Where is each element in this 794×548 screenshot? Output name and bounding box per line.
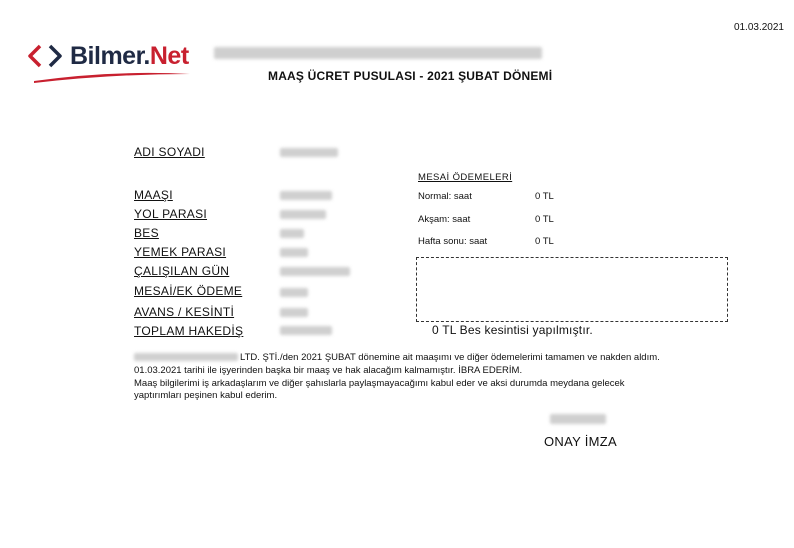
logo-text-accent: Net [149, 42, 189, 70]
total-earnings-label: TOPLAM HAKEDİŞ [134, 324, 244, 338]
bilmer-logo [28, 40, 198, 84]
meal-allowance-value-redacted [280, 248, 308, 257]
worked-days-value-redacted [280, 267, 350, 276]
overtime-evening-amount: 0 TL [535, 214, 554, 225]
bes-label: BES [134, 226, 159, 240]
worked-days-label: ÇALIŞILAN GÜN [134, 264, 230, 278]
travel-allowance-value-redacted [280, 210, 326, 219]
salary-label: MAAŞI [134, 188, 173, 202]
bes-deduction-note: 0 TL Bes kesintisi yapılmıştır. [432, 323, 593, 337]
overtime-evening-label: Akşam: saat [418, 214, 471, 225]
overtime-heading: MESAİ ÖDEMELERİ [418, 172, 513, 183]
bes-value-redacted [280, 229, 304, 238]
document-date: 01.03.2021 [733, 22, 784, 33]
total-earnings-value-redacted [280, 326, 332, 335]
statement-line-2: 01.03.2021 tarihi ile işyerinden başka bir maaş ve hak alacağım kalmamıştır. İBRA EDERİM. [134, 364, 523, 376]
signer-name-redacted [550, 414, 606, 424]
statement-line-1-text: LTD. ŞTİ./den 2021 ŞUBAT dönemine ait maaşımı ve diğer ödemelerimi tamamen ve nakden aldım. [240, 352, 660, 363]
overtime-normal-amount: 0 TL [535, 191, 554, 202]
logo-chevron-icon [28, 44, 68, 70]
logo-wordmark [70, 42, 189, 71]
statement-line-3: Maaş bilgilerimi iş arkadaşlarım ve diğer şahıslarla paylaşmayacağımı kabul eder ve aksi durumda meydana gelecek [134, 377, 625, 389]
approval-signature-label: ONAY İMZA [544, 434, 618, 449]
advance-deduction-label: AVANS / KESİNTİ [134, 305, 235, 319]
overtime-weekend-label: Hafta sonu: saat [418, 236, 488, 247]
overtime-extra-value-redacted [280, 288, 308, 297]
statement-line-4: yaptırımları peşinen kabul ederim. [134, 390, 278, 402]
overtime-normal-label: Normal: saat [418, 191, 472, 202]
logo-text-main: Bilmer. [70, 42, 150, 70]
name-value-redacted [280, 148, 338, 157]
overtime-weekend-amount: 0 TL [535, 236, 554, 247]
logo-swoosh-icon [32, 68, 192, 84]
release-statement [134, 352, 754, 403]
company-name-inline-redacted [134, 353, 238, 361]
statement-line-1 [134, 352, 754, 365]
travel-allowance-label: YOL PARASI [134, 207, 208, 221]
advance-deduction-value-redacted [280, 308, 308, 317]
payslip-title: MAAŞ ÜCRET PUSULASI - 2021 ŞUBAT DÖNEMİ [268, 69, 553, 83]
notes-box [416, 257, 728, 322]
name-label: ADI SOYADI [134, 145, 205, 159]
company-name-redacted [214, 47, 542, 59]
overtime-extra-label: MESAİ/EK ÖDEME [134, 284, 243, 298]
meal-allowance-label: YEMEK PARASI [134, 245, 227, 259]
salary-value-redacted [280, 191, 332, 200]
